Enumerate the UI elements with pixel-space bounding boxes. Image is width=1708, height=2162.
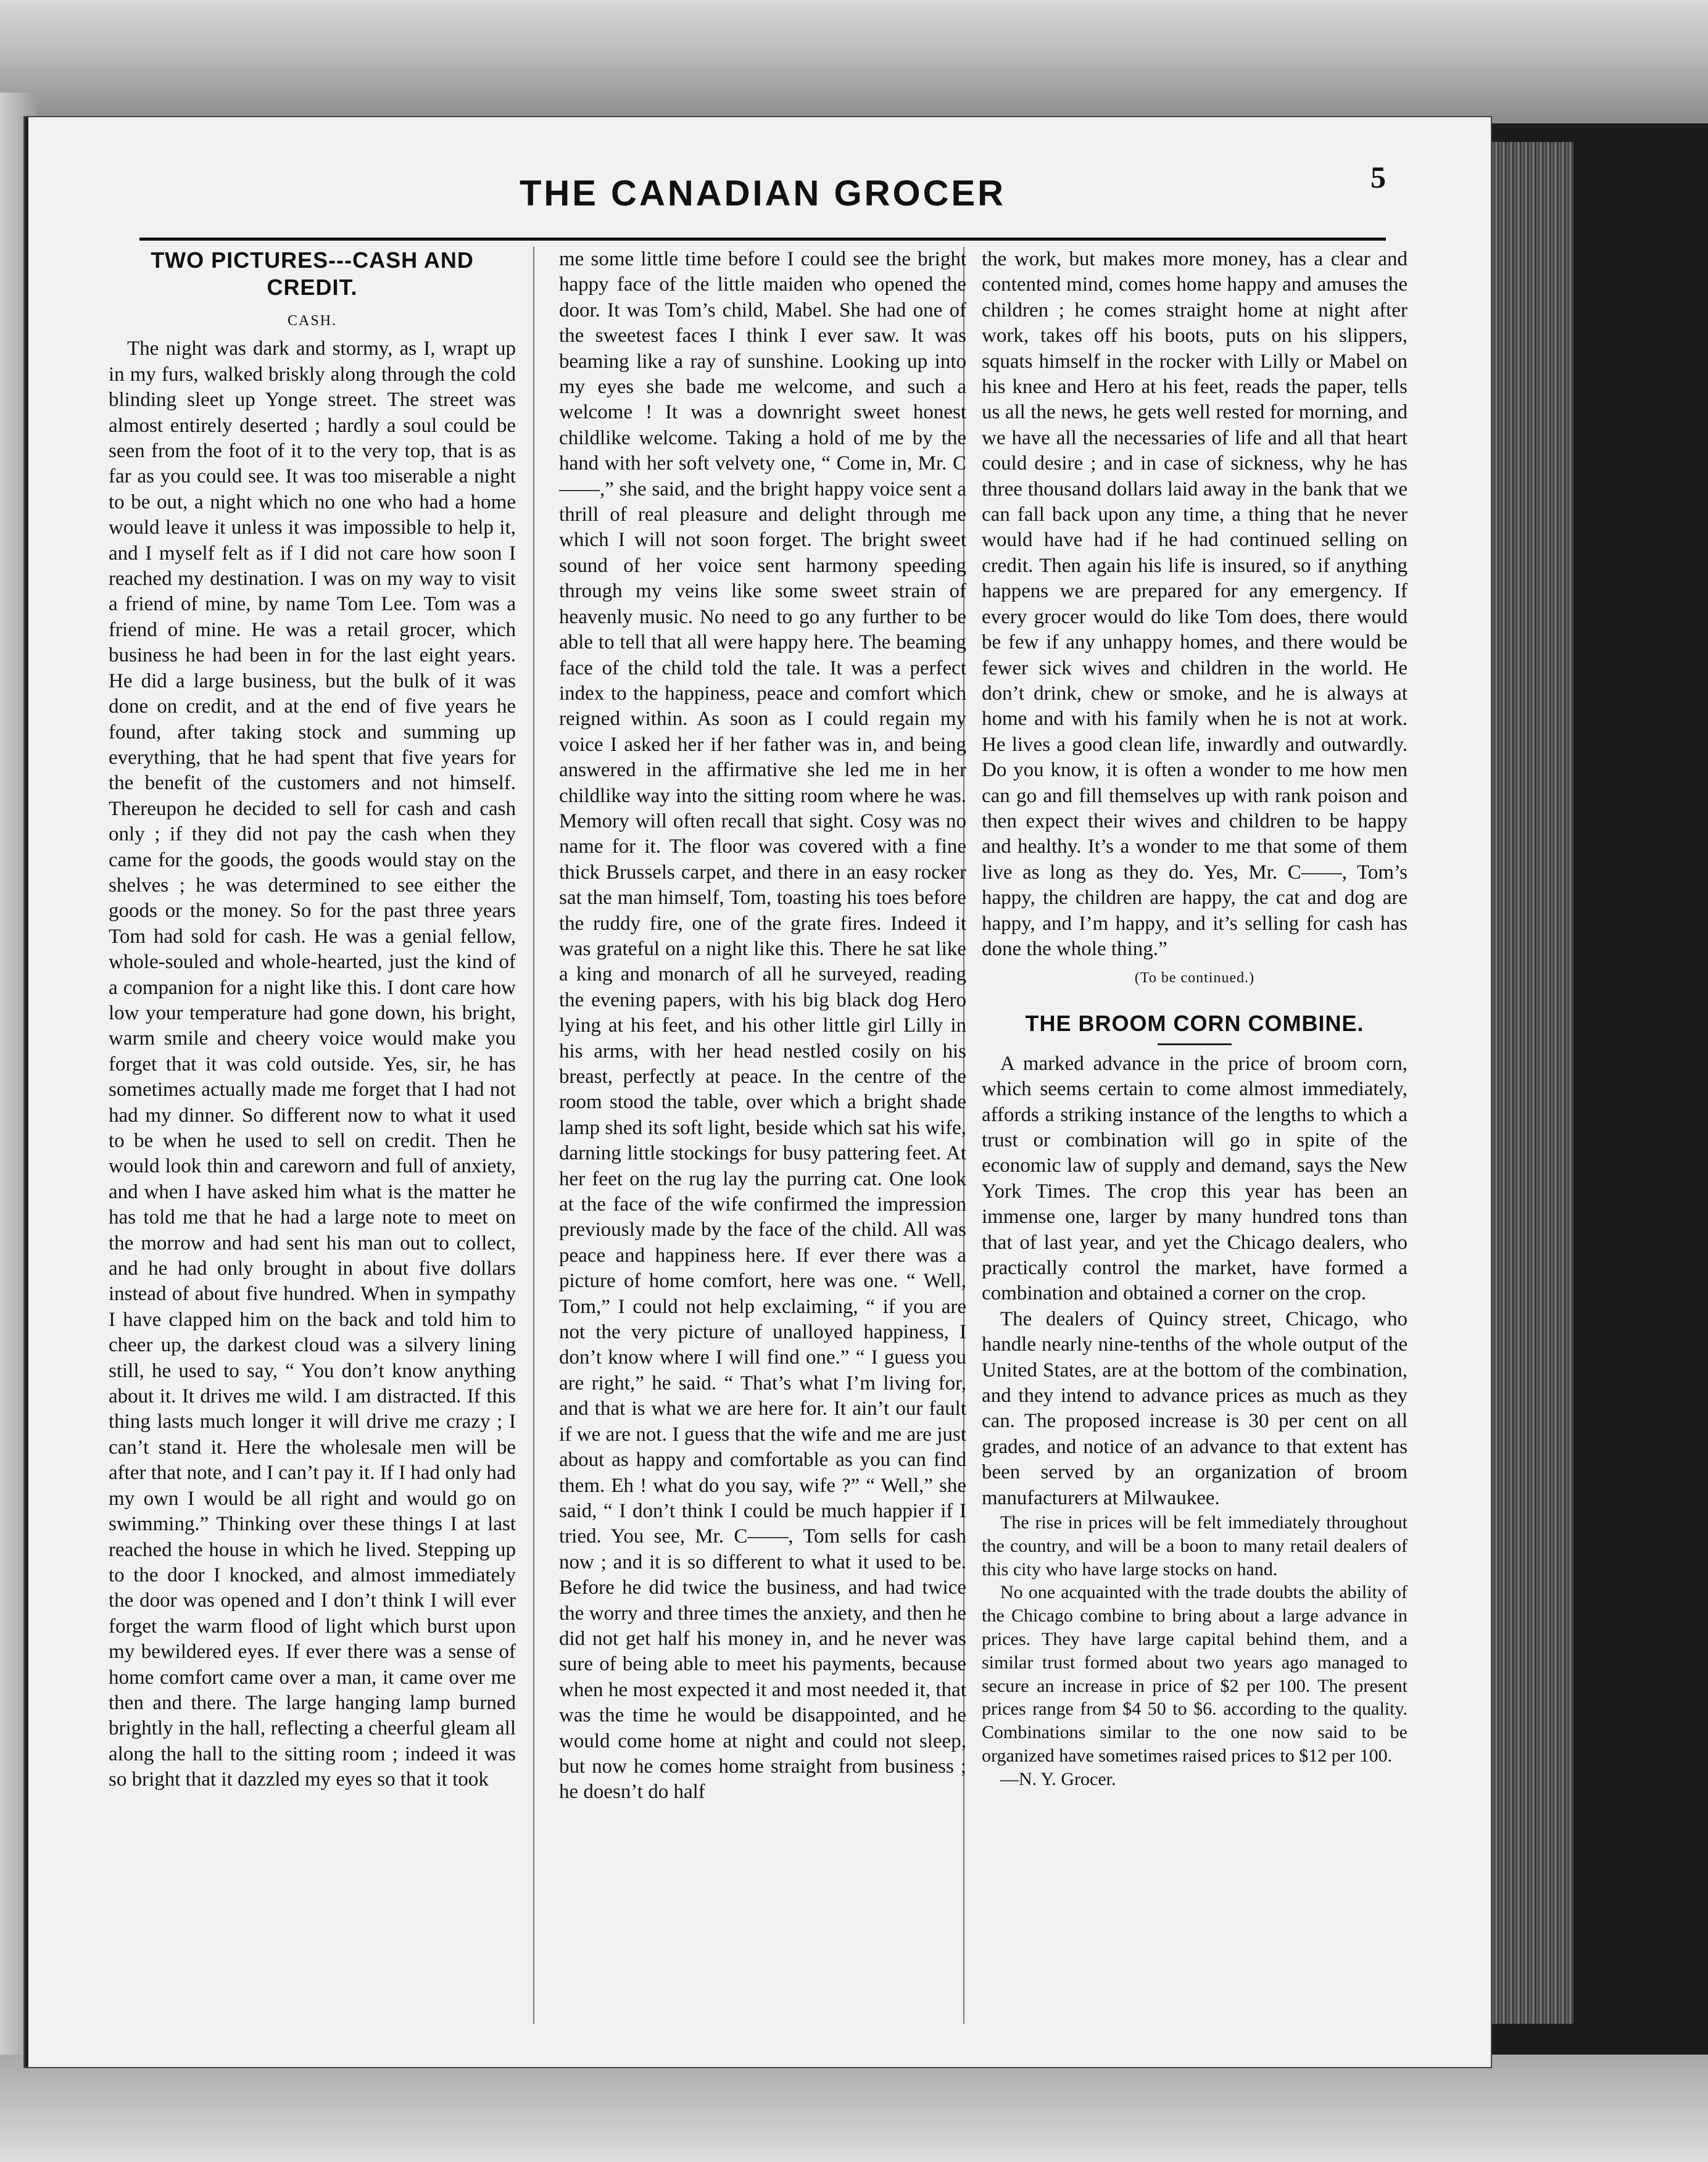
article-source: —N. Y. Grocer. (1000, 1768, 1116, 1789)
article-paragraph: No one acquainted with the trade doubts the ability of the Chicago combine to bring about a large advance in prices. They have large capital behind them, and a similar trust formed about two years ago managed to secure an increase in price of $2 per 100. The present prices range from $4 50 to $6. according to the quality. Combinations similar to the one now said to be organized have sometimes raised prices to $12 per 100. (982, 1582, 1407, 1766)
header-rule (139, 238, 1386, 241)
continued-note: (To be continued.) (1134, 970, 1255, 987)
article-paragraph: the work, but makes more money, has a clear and contented mind, comes home happy and amuses the children ; he comes straight home at night after work, takes off his boots, puts on his slippers, squats himself in the rocker with Lilly or Mabel on his knee and Hero at his feet, reads the paper, tells us all the news, he gets well rested for morning, and we have all the necessaries of life and all that heart could desire ; and in case of sickness, why he has three thousand dollars laid away in the bank that we can fall back upon any time, a thing that he never would have had if he had continued selling on credit. Then again his life is insured, so if anything happens we are prepared for any emergency. If every grocer would do like Tom does, there would be few if any unhappy homes, and there would be fewer sick wives and children in the world. He don’t drink, chew or smoke, and he is always at home and with his family when he is not at work. He lives a good clean life, inwardly and outwardly. Do you know, it is often a wonder to me how men can go and fill themselves up with rank poison and then expect their wives and children to be happy and healthy. It’s a wonder to me that some of them live as long as they do. Yes, Mr. C——, Tom’s happy, the children are happy, the cat and dog are happy, and I’m happy, and it’s selling for cash has done the whole thing.” (982, 248, 1407, 960)
article-paragraph: A marked advance in the price of broom corn, which seems certain to come almost immediately, affords a striking instance of the lengths to which a trust or combination will go in spite of the economic law of supply and demand, says the New York Times. The crop this year has been an immense one, larger by many hundred tons than that of last year, and yet the Chicago dealers, who practically control the market, have formed a combination and obtained a corner on the crop. (982, 1052, 1407, 1305)
article-paragraph: me some little time before I could see the bright happy face of the little maiden who opened the door. It was Tom’s child, Mabel. She had one of the sweetest faces I think I ever saw. It was beaming like a ray of sunshine. Looking up into my eyes she bade me welcome, and such a welcome ! It was a downright sweet honest childlike welcome. Taking a hold of me by the hand with her soft velvety one, “ Come in, Mr. C——,” she said, and the bright happy voice sent a thrill of real pleasure and delight through me which I will not soon forget. The bright sweet sound of her voice sent harmony speeding through my veins like some sweet strain of heavenly music. No need to go any further to be able to tell that all were happy here. The beaming face of the child told the tale. It was a perfect index to the happiness, peace and comfort which reigned within. As soon as I could regain my voice I asked her if her father was in, and being answered in the affirmative she led me in her childlike way into the sitting room where he was. Memory will often recall that sight. Cosy was no name for it. The floor was covered with a fine thick Brussels carpet, and there in an easy rocker sat the man himself, Tom, toasting his toes before the ruddy fire, one of the grate fires. Indeed it was grateful on a night like this. There he sat like a king and monarch of all he surveyed, reading the evening papers, with his big black dog Hero lying at his feet, and his other little girl Lilly in his arms, with her head nestled cosily on his breast, perfectly at peace. In the centre of the room stood the table, over which a bright shade lamp shed its soft light, beside which sat his wife, darning little stockings for busy pattering feet. At her feet on the rug lay the purring cat. One look at the face of the wife confirmed the impression previously made by the face of the child. All was peace and happiness here. If ever there was a picture of home comfort, here was one. “ Well, Tom,” I could not help exclaiming, “ if you are not the very picture of unalloyed happiness, I don’t know where I will find one.” “ I guess you are right,” he said. “ That’s what I’m living for, and that is what we are here for. It ain’t our fault if we are not. I guess that the wife and me are just about as happy and comfortable as you can find them. Eh ! what do you say, wife ?” “ Well,” she said, “ I don’t think I could be much happier if I tried. You see, Mr. C——, Tom sells for cash now ; and it is so different to what it used to be. Before he did twice the business, and had twice the worry and three times the anxiety, and then he did not get half his money in, and he never was sure of being able to meet his payments, because when he most expected it and most needed it, that was the time he would be disappointed, and he would come home at night and could not sleep, but now he comes home straight from business ; he doesn’t do half (559, 248, 966, 1804)
title-rule (1158, 1043, 1232, 1045)
article-paragraph: The night was dark and stormy, as I, wrapt up in my furs, walked briskly along through the cold blinding sleet up Yonge street. The street was almost entirely deserted ; hardly a soul could be seen from the foot of it to the very top, that is as far as you could see. It was too miserable a night to be out, a night which no one who had a home would leave it unless it was impossible to help it, and I myself felt as if I did not care how soon I reached my destination. I was on my way to visit a friend of mine, by name Tom Lee. Tom was a friend of mine. He was a retail grocer, which business he had been in for the last eight years. He did a large business, but the bulk of it was done on credit, and at the end of five years he found, after taking stock and summing up everything, that he had spent that five years for the benefit of the customers and not himself. Thereupon he decided to sell for cash and cash only ; if they did not pay the cash when they came for the goods, the goods would stay on the shelves ; he was determined to see either the goods or the money. So for the past three years Tom had sold for cash. He was a genial fellow, whole-souled and whole-hearted, just the kind of a companion for a night like this. I dont care how low your temperature had gone down, his bright, warm smile and cheery voice would make you forget that it was cold outside. Yes, sir, he has sometimes actually made me forget that I had not had my dinner. So different now to what it used to be when he used to sell on credit. Then he would look thin and careworn and full of anxiety, and when I have asked him what is the matter he has told me that he had a large note to meet on the morrow and had sent his man out to collect, and he had only brought in about five dollars instead of about five hundred. When in sympathy I have clapped him on the back and told him to cheer up, the darkest cloud was a silvery lining still, he used to say, “ You don’t know anything about it. It drives me wild. I am distracted. If this thing lasts much longer it will drive me crazy ; I can’t stand it. Here the wholesale men will be after that note, and I can’t pay it. If I had only had my own I would be all right and would go on swimming.” Thinking over these things I at last reached the house in which he lived. Stepping up to the door I knocked, and almost immediately the door was opened and I don’t think I will ever forget the warm flood of light which burst upon my bewildered eyes. If ever there was a sense of home comfort came over a man, it came over me then and there. The large hanging lamp burned brightly in the hall, reflecting a cheerful gleam all along the hall to the sitting room ; indeed it was so bright that it dazzled my eyes so that it took (109, 338, 516, 1791)
scan-background-top (0, 0, 1708, 123)
article-subhead-cash: CASH. (287, 313, 338, 329)
column-2 (559, 247, 966, 1805)
newspaper-page (25, 117, 1491, 2067)
article-title-broom-corn: THE BROOM CORN COMBINE. (1025, 1010, 1364, 1036)
column-1 (109, 247, 516, 1793)
column-3 (982, 247, 1407, 1791)
book-cover-edge (1573, 142, 1708, 2024)
column-divider-1 (533, 247, 534, 2024)
article-title-two-pictures: TWO PICTURES---CASH AND CREDIT. (151, 247, 474, 300)
page-header (139, 160, 1386, 253)
publication-title: THE CANADIAN GROCER (519, 173, 1006, 213)
article-paragraph: The dealers of Quincy street, Chicago, who handle nearly nine-tenths of the whole output of the United States, are at the bottom of the combination, and they intend to advance prices as much as they can. The proposed increase is 30 per cent on all grades, and notice of an advance to that extent has been served by an organization of broom manufacturers at Milwaukee. (982, 1307, 1407, 1509)
article-paragraph: The rise in prices will be felt immediately throughout the country, and will be a boon to many retail dealers of this city who have large stocks on hand. (982, 1512, 1407, 1580)
scan-background-bottom (0, 2055, 1708, 2162)
page-number: 5 (1370, 160, 1386, 194)
